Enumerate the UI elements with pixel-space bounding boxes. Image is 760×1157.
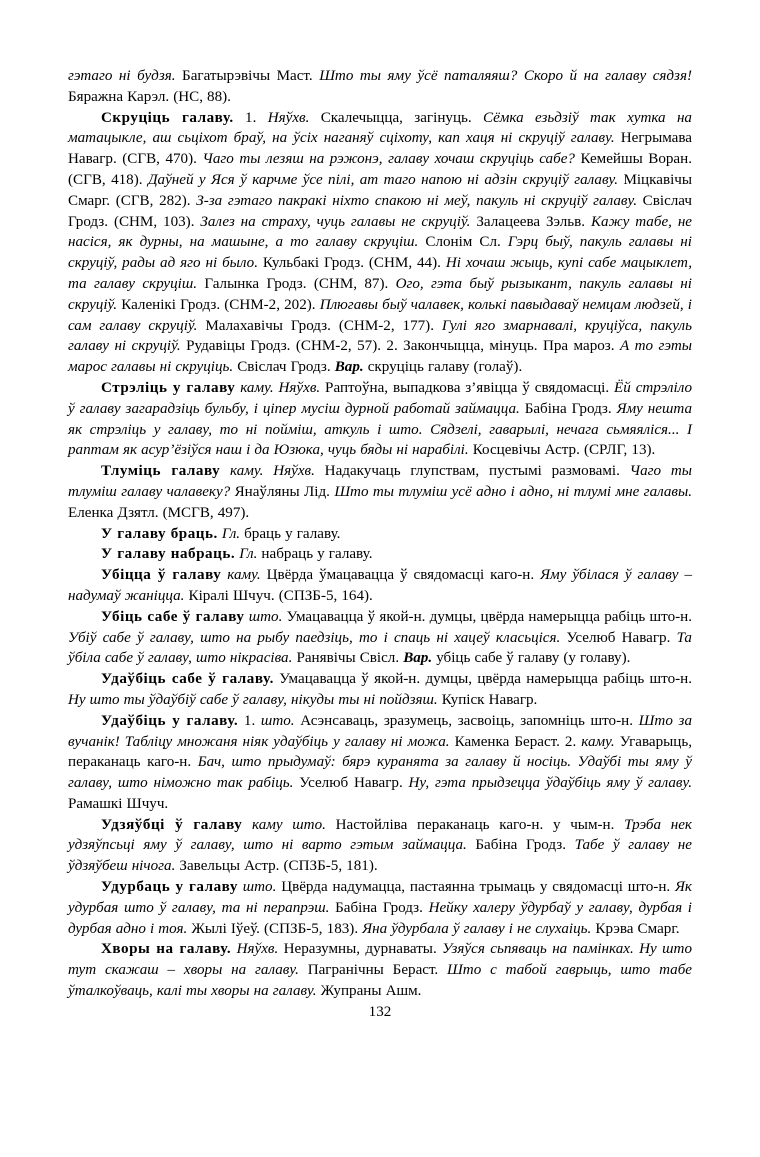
dictionary-entry — [68, 524, 692, 545]
entry-headword: Скруціць галаву. — [101, 109, 234, 126]
dictionary-entry — [68, 877, 692, 939]
text-run: Што с табой гаврыць, што табе ўталкоўваць, калі ты хворы на галаву. — [68, 962, 692, 1000]
entry-headword: Тлуміць галаву — [101, 463, 221, 480]
entry-headword: Убіцца ў галаву — [101, 567, 222, 584]
text-run: Няўхв. — [273, 463, 315, 480]
text-run: Настойліва пераканаць каго-н. у чым-н. — [325, 816, 625, 833]
text-run: Каменка Бераст. 2. — [449, 733, 582, 750]
text-run: Скалечыцца, загінуць. — [309, 109, 484, 126]
text-run: што. — [237, 879, 277, 896]
dictionary-entry — [68, 565, 692, 607]
text-run: скруціць галаву (голаў). — [363, 359, 523, 376]
text-run: каму што. — [242, 816, 326, 833]
text-run: Няўхв. — [236, 941, 279, 958]
entry-headword: Стрэліць у галаву — [101, 379, 236, 396]
text-run: Залацеева Зэльв. — [470, 213, 591, 230]
text-run: Еленка Дзятл. (МСГВ, 497). — [68, 504, 250, 521]
text-run: Гулі яго змарнавалі, круціўса, пакуль галаву ні скруціў. — [68, 317, 692, 355]
text-run: Неразумны, дурнаваты. — [278, 941, 443, 958]
entry-headword: У галаву браць. — [101, 525, 218, 542]
text-run: Нейку халеру ўдурбаў у галаву, дурбая і дурбая адно і тоя. — [68, 899, 692, 937]
text-run: Каленікі Гродз. (СНМ-2, 202). — [117, 296, 320, 313]
text-run: Яна ўдурбала ў галаву і не слухаіць. — [362, 920, 592, 937]
text-run: Няўхв. — [278, 379, 321, 396]
text-run: Малахавічы Гродз. (СНМ-2, 177). — [197, 317, 442, 334]
text-run: Бабіна Гродз. — [519, 400, 617, 417]
dictionary-entry — [68, 461, 692, 523]
text-run: Гл. — [239, 546, 258, 563]
text-run: Чаго ты лезяш на рэжонэ, галаву хочаш скруціць сабе? — [202, 151, 575, 168]
text-run: Купіск Навагр. — [437, 691, 538, 708]
dictionary-entry — [68, 815, 692, 877]
text-run: Жылі Іўеў. (СПЗБ-5, 183). — [187, 920, 363, 937]
text-run: Янаўляны Лід. — [230, 483, 335, 500]
text-run: каму. — [220, 463, 264, 480]
text-run: Гл. — [221, 525, 241, 542]
text-run: Ранявічы Свісл. — [292, 650, 404, 667]
text-run: Няўхв. — [267, 109, 310, 126]
dictionary-entry — [68, 378, 692, 461]
text-run: Як удурбая што ў галаву, та ні перапрэш. — [68, 879, 692, 916]
text-run: Міцкавічы Смарг. (СГВ, 282). — [68, 171, 692, 209]
text-run: Крэва Смарг. — [591, 920, 680, 937]
text-run: Бабіна Гродз. — [329, 899, 429, 916]
text-run: Свіслач Гродз. — [233, 359, 335, 376]
text-run — [263, 463, 273, 479]
text-run: Бач, што прыдумаў: бярэ куранята за галаву й носіць. Удаўбі ты яму ў галаву, што німожно так рабіць. — [68, 754, 692, 792]
text-run: Умацавацца ў якой-н. думцы, цвёрда намерыцца рабіць што-н. — [282, 608, 692, 625]
text-run: Бяражна Карэл. (НС, 88). — [68, 88, 231, 105]
text-run: што. — [260, 712, 295, 729]
text-run: Табе ў галаву не ўдзяўбеш нічога. — [68, 837, 692, 875]
text-run: Кульбакі Гродз. (СНМ, 44). — [258, 255, 446, 272]
text-run: Надакучаць глупствам, пустымі размовамі. — [314, 463, 630, 480]
text-run: каму. — [581, 733, 615, 750]
text-run: Слонім Сл. — [418, 234, 508, 251]
entry-headword: Удурбаць у галаву — [101, 879, 238, 896]
text-run: Цвёрда ўмацавацца ў свядомасці каго-н. — [260, 567, 541, 584]
text-run: Цвёрда надумацца, пастаянна трымаць у свядомасці што-н. — [276, 879, 675, 896]
text-run: Рудавіцы Гродз. (СНМ-2, 57). 2. Закончыцца, мінуць. Пра мароз. — [180, 338, 620, 355]
entry-headword: У галаву набраць. — [101, 546, 236, 563]
text-run: Угаварыць, пераканаць каго-н. — [68, 733, 693, 771]
text-run: што. — [244, 608, 283, 625]
text-run: Убіў сабе ў галаву, што на рыбу паедзіць, то і спаць ні хацеў класьціся. — [68, 629, 561, 646]
entry-headword: Хворы на галаву. — [101, 941, 232, 958]
text-run: Кіралі Шчуч. (СПЗБ-5, 164). — [184, 587, 373, 604]
text-run: Уселюб Навагр. — [560, 629, 677, 646]
text-run: Кажу табе, не насіся, як дурны, на машыне, а то галаву скруціш. — [68, 213, 693, 251]
text-run: каму. — [235, 379, 274, 396]
text-run: Косцевічы Астр. (СРЛГ, 13). — [468, 442, 656, 459]
text-run: Што ты тлуміш усё адно і адно, ні тлумі мне галавы. — [334, 483, 692, 500]
text-run: Гэрц быў, пакуль галавы ні скруціў, рады ад яго ні было. — [68, 234, 692, 272]
entry-headword: Убіць сабе ў галаву — [101, 608, 245, 625]
text-run: Уселюб Навагр. — [293, 775, 409, 792]
entry-headword: Удаўбіць сабе ў галаву. — [101, 671, 274, 688]
text-run: Што ты яму ўсё паталяяш? Скоро й на галаву сядзя! — [319, 68, 692, 84]
entry-headword: Удзяўбці ў галаву — [101, 816, 243, 833]
text-run: Бабіна Гродз. — [466, 837, 575, 854]
text-run: Багатырэвічы Маст. — [175, 68, 320, 84]
text-run: Трэба нек удзяўпсьці яму ў галаву, што ні варто гэтым займацца. — [68, 816, 692, 854]
text-run: Завельцы Астр. (СПЗБ-5, 181). — [175, 858, 378, 875]
text-run: 1. — [238, 712, 261, 729]
text-run: Плюгавы быў чалавек, колькі павыдаваў немцам людзей, і сам галаву скруціў. — [68, 296, 692, 334]
text-run: Жупраны Ашм. — [316, 983, 422, 1000]
page-number-footer: 132 — [368, 1004, 392, 1020]
text-run: гэтаго ні будзя. — [68, 68, 176, 84]
text-run: Залез на страху, чуць галавы не скруціў. — [200, 213, 471, 230]
text-run: набраць у галаву. — [257, 546, 373, 563]
text-run: А то гэты марос галавы ні скруціць. — [68, 338, 692, 376]
entry-headword: Удаўбіць у галаву. — [101, 712, 239, 729]
text-run: Яму ўбілася ў галаву – надумаў жаніцца. — [68, 567, 693, 604]
text-run: Узяўся сьпяваць на памінках. Ну што тут скажаш – хворы на галаву. — [68, 941, 692, 979]
dictionary-entry — [68, 939, 692, 1001]
dictionary-entry — [68, 607, 692, 669]
text-run: Ні хочаш жыць, купі сабе мацыклет, та галаву скруціш. — [68, 255, 692, 292]
text-run: Ну што ты ўдаўбіў сабе ў галаву, нікуды ты ні пойдзяш. — [68, 691, 438, 708]
text-run: Сёмка езьдзіў так хутка на матацыкле, аш сьціхот браў, на ўсіх наганяў сціхоту, кап хаця ні скруціў галаву. — [68, 109, 692, 147]
text-run: Вар. — [403, 650, 433, 667]
text-run: Рамашкі Шчуч. — [68, 795, 169, 812]
text-run: Вар. — [334, 359, 364, 376]
text-run: Та ўбіла сабе ў галаву, што нікрасіва. — [68, 629, 692, 667]
text-run: Даўней у Яся ў карчме ўсе пілі, ат таго напою ні адзін скруціў галаву. — [147, 171, 619, 188]
text-run: Асэнсаваць, зразумець, засвоіць, запомніць што-н. — [294, 712, 639, 729]
paragraph-continuation — [68, 66, 692, 108]
text-run: Што за вучанік! Табліцу множаня ніяк удаўбіць у галаву ні можа. — [68, 712, 692, 750]
text-run: Ого, гэта быў рызыкант, пакуль галавы ні скруціў. — [68, 275, 692, 313]
text-run: Пагранічны Бераст. — [298, 962, 448, 979]
text-run: Ну, гэта прыдзецца ўдаўбіць яму ў галаву. — [408, 775, 692, 792]
text-run: Умацавацца ў якой-н. думцы, цвёрда намерыцца рабіць што-н. — [273, 671, 692, 688]
text-run: каму. — [221, 567, 261, 584]
dictionary-entry — [68, 669, 692, 711]
text-run: убіць сабе ў галаву (у голаву). — [432, 650, 631, 667]
text-run: Галынка Гродз. (СНМ, 87). — [197, 275, 396, 292]
text-run: Ёй стрэліло ў галаву загарадзіць бульбу, і ціпер мусіш дурной работай займацца. — [68, 379, 693, 417]
text-run: Раптоўна, выпадкова з’явіцца ў свядомасці. — [320, 379, 615, 396]
text-run: 1. — [233, 109, 268, 126]
text-run: Кемейшы Воран. (СГВ, 418). — [68, 151, 692, 188]
text-run: З-за гэтаго пакракі ніхто спакою ні меў, пакуль ні скруціў галаву. — [196, 192, 637, 209]
text-run: Чаго ты тлуміш галаву чалавеку? — [68, 463, 692, 500]
dictionary-entry — [68, 711, 692, 815]
text-run: браць у галаву. — [240, 525, 341, 542]
dictionary-entry — [68, 544, 692, 565]
dictionary-entry — [68, 108, 692, 378]
text-run: Свіслач Гродз. (СНМ, 103). — [68, 192, 692, 230]
text-run: Яму нешта як стрэліць у галаву, то ні пойміш, аткуль і што. Сядзелі, гаварылі, нечага сьмяяліся... І раптам як асур’ёзіўся наш і да Юзюка, чуць бяды ні нарабілі. — [68, 400, 693, 459]
page-text-column — [68, 66, 692, 1002]
text-run: Негрымава Навагр. (СГВ, 470). — [68, 130, 692, 168]
